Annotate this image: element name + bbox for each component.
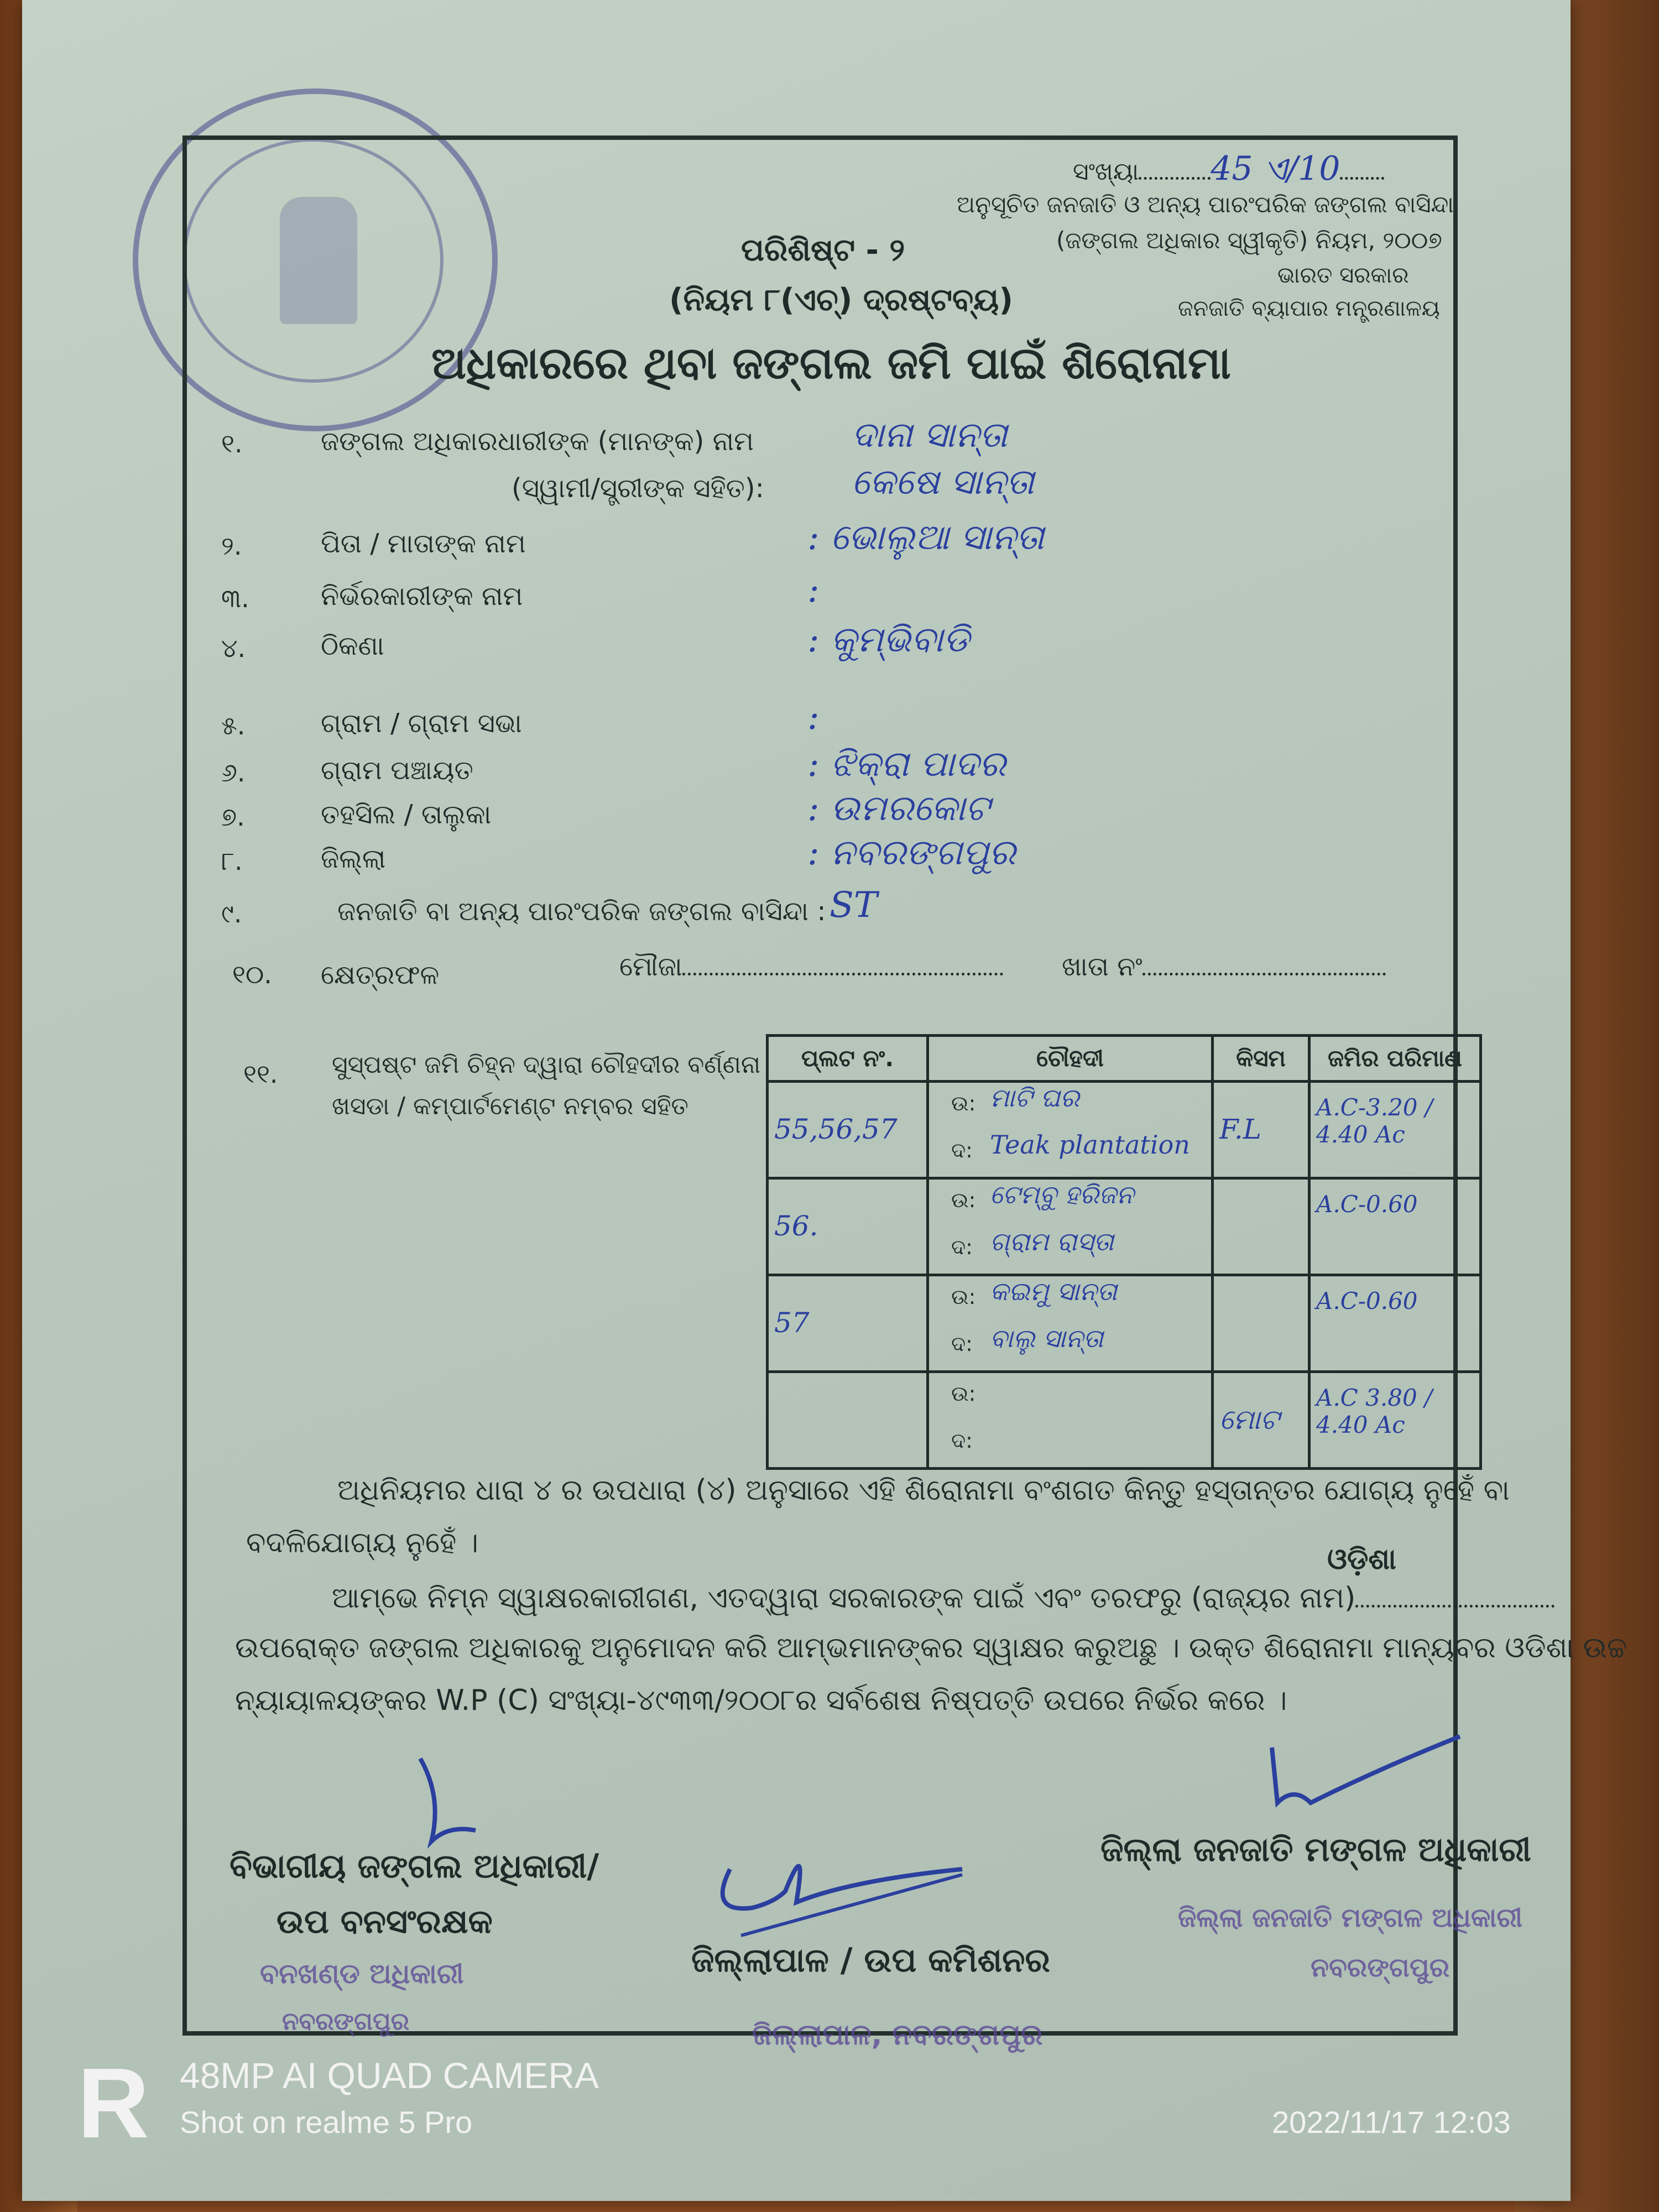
stamp-left-2: ନବରଙ୍ଗପୁର: [282, 2007, 410, 2036]
field-value: :: [807, 570, 820, 611]
field-num-10: ୧୦.: [232, 959, 272, 989]
document-title: ଅଧିକାରରେ ଥିବା ଜଙ୍ଗଲ ଜମି ପାଇଁ ଶିରୋନାମା: [431, 337, 1231, 389]
stamp-right-1: ଜିଲ୍ଲା ଜନଜାତି ମଙ୍ଗଳ ଅଧିକାରୀ: [1178, 1902, 1523, 1933]
camera-datetime: 2022/11/17 12:03: [1272, 2105, 1511, 2140]
field-label: ତହସିଲ / ତାଲୁକା: [321, 799, 492, 830]
boundary-label-1: ସୁସ୍ପଷ୍ଟ ଜମି ଚିହ୍ନ ଦ୍ୱାରା ଚୌହଦୀର ବର୍ଣ୍ଣନା: [332, 1051, 761, 1079]
field-value: ଦାନା ସାନ୍ତା: [852, 415, 1008, 456]
camera-logo-icon: R: [77, 2048, 149, 2159]
area-label: କ୍ଷେତ୍ରଫଳ: [321, 959, 440, 990]
field-num-11: ୧୧.: [243, 1059, 278, 1089]
north-value: ମାଟି ଘର: [990, 1083, 1079, 1113]
stamp-right-2: ନବରଙ୍ଗପୁର: [1311, 1952, 1450, 1983]
north-label: ଉ:: [951, 1188, 976, 1212]
boundary-label-2: ଖସଡା / କମ୍ପାର୍ଟମେଣ୍ଟ ନମ୍ବର ସହିତ: [332, 1092, 688, 1120]
signatory-center-title: ଜିଲ୍ଲାପାଳ / ଉପ କମିଶନର: [691, 1941, 1050, 1980]
signatory-right-title: ଜିଲ୍ଲା ଜନଜାତି ମଙ୍ଗଳ ଅଧିକାରୀ: [1100, 1830, 1531, 1869]
area-value: A.C-3.20 / 4.40 Ac: [1316, 1094, 1433, 1148]
camera-shot-on: Shot on realme 5 Pro: [180, 2105, 473, 2140]
north-label: ଉ:: [951, 1381, 976, 1406]
field-label: (ସ୍ୱାମୀ/ସ୍ତ୍ରୀଙ୍କ ସହିତ):: [512, 473, 764, 504]
field-num: ୧.: [221, 429, 243, 458]
signature-left: [420, 1759, 476, 1841]
south-value: ବାଲୁ ସାନ୍ତା: [990, 1323, 1104, 1353]
para-1-line-1: ଅଧିନିୟମର ଧାରା ୪ ର ଉପଧାରା (୪) ଅନୁସାରେ ଏହି ଶିରୋନାମା ବଂଶଗତ କିନ୍ତୁ ହସ୍ତାନ୍ତର ଯୋଗ୍ୟ ନୁହେଁ ବା: [337, 1474, 1510, 1507]
field-value: : ଉମରକୋଟ: [807, 788, 990, 829]
field-num: ୮.: [221, 846, 243, 876]
area-value: A.C-0.60: [1316, 1287, 1418, 1314]
field-value: :: [807, 697, 820, 738]
north-value: କଇମୁ ସାନ୍ତା: [990, 1276, 1118, 1306]
field-value: ST: [830, 885, 878, 926]
north-label: ଉ:: [951, 1285, 976, 1309]
field-num: ୯.: [221, 899, 242, 928]
field-label: ଜିଲ୍ଲା: [321, 843, 386, 874]
signature-right: [1272, 1736, 1460, 1803]
camera-model: 48MP AI QUAD CAMERA: [180, 2055, 599, 2096]
field-num: ୪.: [221, 633, 246, 663]
north-label: ଉ:: [951, 1091, 976, 1115]
signatory-left-title-1: ବିଭାଗୀୟ ଜଙ୍ଗଲ ଅଧିକାରୀ/: [229, 1847, 599, 1886]
header-kisam: କିସମ: [1213, 1036, 1310, 1082]
signature-center: [723, 1866, 962, 1909]
field-value: : ଝିକ୍ରା ପାଦର: [807, 744, 1006, 785]
south-label: ଦ:: [951, 1332, 973, 1356]
field-num: ୨.: [221, 531, 242, 561]
number-value: 45 ଏ/10: [1211, 149, 1340, 188]
stamp-left-1: ବନଖଣ୍ଡ ଅଧିକାରୀ: [260, 1958, 464, 1990]
header-area: ଜମିର ପରିମାଣ: [1310, 1036, 1481, 1082]
act-line-1: ଅନୁସୂଚିତ ଜନଜାତି ଓ ଅନ୍ୟ ପାରଂପରିକ ଜଙ୍ଗଲ ବାସିନ୍ଦା: [957, 191, 1454, 218]
header-boundary: ଚୌହଦୀ: [928, 1036, 1213, 1082]
mouza-label: ମୌଜା: [619, 951, 682, 982]
field-num: ୩.: [221, 583, 249, 613]
signatory-left-title-2: ଉପ ବନସଂରକ୍ଷକ: [276, 1902, 493, 1941]
act-line-4: ଜନଜାତି ବ୍ୟାପାର ମନ୍ତ୍ରଣାଳୟ: [1178, 296, 1440, 321]
certificate-paper: [22, 0, 1627, 2201]
field-label: ଜଙ୍ଗଲ ଅଧିକାରଧାରୀଙ୍କ (ମାନଙ୍କ) ନାମ: [321, 426, 754, 457]
kisam-value: ମୋଟ: [1219, 1404, 1280, 1436]
khata-label: ଖାତା ନଂ: [1062, 951, 1142, 982]
field-value: : କୁମ୍ଭିବାଡି: [807, 619, 970, 660]
south-value: ଗ୍ରାମ ରାସ୍ତା: [990, 1227, 1114, 1256]
field-num: ୭.: [221, 802, 245, 832]
act-line-3: ଭାରତ ସରକାର: [1277, 263, 1409, 288]
field-value: : ନବରଙ୍ଗପୁର: [807, 832, 1016, 873]
para-2-line-3: ନ୍ୟାୟାଳୟଙ୍କର W.P (C) ସଂଖ୍ୟା-୪୯୩୩/୨୦୦୮ର ସର୍ବଶେଷ ନିଷ୍ପତ୍ତି ଉପରେ ନିର୍ଭର କରେ ।: [235, 1684, 1287, 1717]
field-num: ୬.: [221, 758, 246, 787]
annex-title: ପରିଶିଷ୍ଟ - ୨: [741, 232, 905, 268]
field-label: ଗ୍ରାମ ପଞ୍ଚାୟତ: [321, 755, 473, 786]
state-name: ଓଡ଼ିଶା: [1327, 1543, 1396, 1576]
para-2-line-1-text: ଆମ୍ଭେ ନିମ୍ନ ସ୍ୱାକ୍ଷରକାରୀଗଣ, ଏତଦ୍ୱାରା ସରକାରଙ୍କ ପାଇଁ ଏବଂ ତରଫରୁ (ରାଜ୍ୟର ନାମ): [332, 1582, 1356, 1615]
number-label: ସଂଖ୍ୟା: [1073, 158, 1139, 186]
field-value: : ଭୋଲୁଆ ସାନ୍ତା: [807, 517, 1045, 558]
north-value: ଟେମ୍ବୁ ହରିଜନ: [990, 1180, 1134, 1209]
field-label: ନିର୍ଭରକାରୀଙ୍କ ନାମ: [321, 581, 523, 612]
para-2-line-2: ଉପରୋକ୍ତ ଜଙ୍ଗଲ ଅଧିକାରକୁ ଅନୁମୋଦନ କରି ଆମ୍ଭମାନଙ୍କର ସ୍ୱାକ୍ଷର କରୁଅଛୁ । ଉକ୍ତ ଶିରୋନାମା ମାନ୍ୟବର ଓଡିଶା ଉଚ୍ଚ: [235, 1631, 1627, 1665]
field-label: ଗ୍ରାମ / ଗ୍ରାମ ସଭା: [321, 708, 522, 739]
field-label: ପିତା / ମାତାଙ୍କ ନାମ: [321, 528, 526, 559]
header-plot: ପ୍ଲଟ ନଂ.: [768, 1036, 928, 1082]
plot-number: 56.: [774, 1210, 818, 1242]
field-value: କେଷେ ସାନ୍ତା: [852, 462, 1035, 503]
south-value: Teak plantation: [990, 1130, 1190, 1160]
plot-number: 55,56,57: [774, 1113, 898, 1145]
area-value: A.C 3.80 / 4.40 Ac: [1316, 1384, 1433, 1438]
south-label: ଦ:: [951, 1138, 973, 1162]
field-num: ୫.: [221, 711, 246, 740]
field-label: ଠିକଣା: [321, 630, 384, 661]
para-1-line-2: ବଦଳିଯୋଗ୍ୟ ନୁହେଁ ।: [246, 1526, 479, 1559]
rule-reference: (ନିୟମ ୮(ଏଚ୍) ଦ୍ରଷ୍ଟବ୍ୟ): [669, 282, 1013, 318]
south-label: ଦ:: [951, 1235, 973, 1259]
act-line-2: (ଜଙ୍ଗଲ ଅଧିକାର ସ୍ୱୀକୃତି) ନିୟମ, ୨୦୦୭: [1056, 227, 1442, 254]
field-label: ଜନଜାତି ବା ଅନ୍ୟ ପାରଂପରିକ ଜଙ୍ଗଲ ବାସିନ୍ଦା :: [337, 896, 826, 927]
stamp-center: ଜିଲ୍ଲାପାଳ, ନବରଙ୍ଗପୁର: [752, 2018, 1043, 2052]
kisam-value: F.L: [1219, 1113, 1262, 1145]
plot-number: 57: [774, 1307, 810, 1339]
area-value: A.C-0.60: [1316, 1191, 1418, 1218]
south-label: ଦ:: [951, 1428, 973, 1453]
